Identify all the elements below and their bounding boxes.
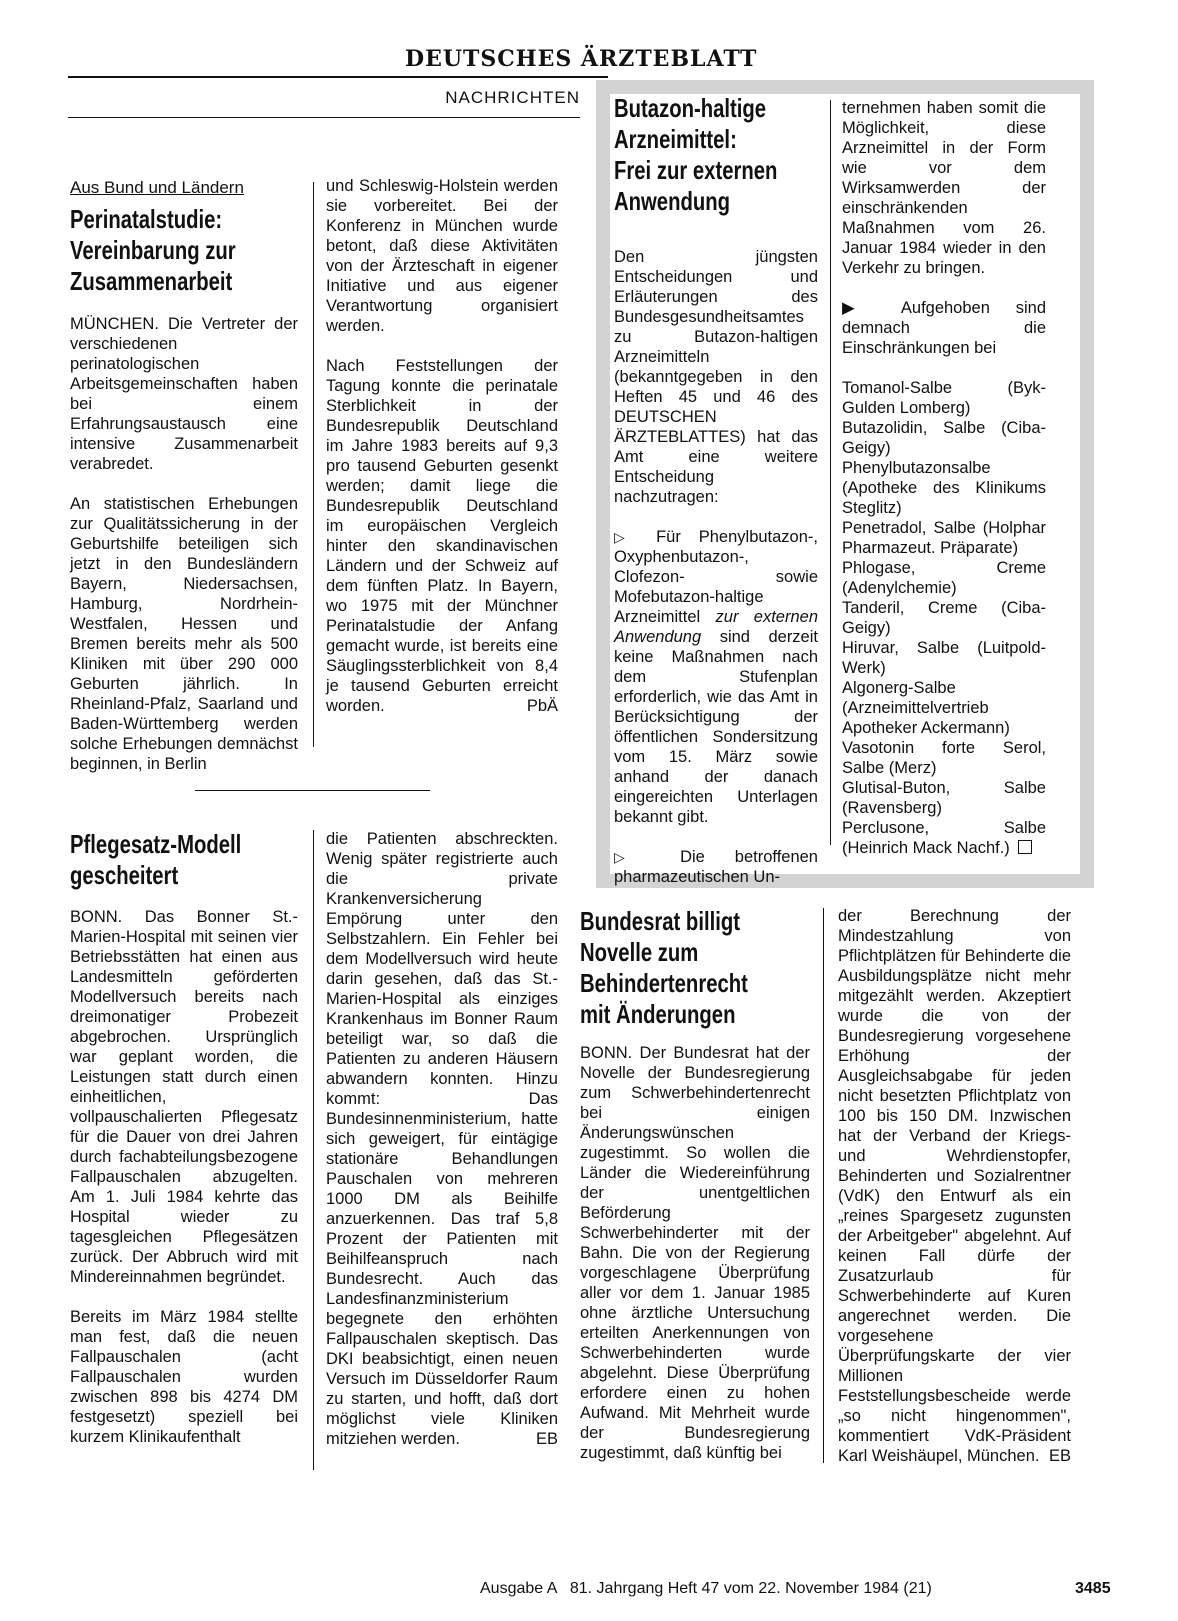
article1-headline-line: Vereinbarung zur xyxy=(70,235,236,265)
article2-headline-line: Pflegesatz-Modell xyxy=(70,829,242,859)
triangle-bullet-icon: ▷ xyxy=(614,529,639,545)
article3-headline-line: Behindertenrecht xyxy=(580,968,748,998)
paragraph-text: Nach Feststellungen der Tagung konnte die perinatale Sterblichkeit in der Bundesrepublik Deutschland im Jahre 1983 bereits auf 9,3 pro tausend Geburten gesenkt werden; damit liege die Bundesrepublik Deutschland im europäischen Vergleich hinter den skandinavischen Ländern und der Schweiz auf dem fünften Platz. In Bayern, wo 1975 mit der Münchner Perinatalstudie der Anfang gemacht wurde, ist bereits eine Säuglingssterblichkeit von 8,4 je tausend Geburten erreicht worden. xyxy=(326,357,558,715)
article3-column-2 xyxy=(838,906,1071,1466)
list-item: Vasotonin forte Serol, Salbe (Merz) xyxy=(842,739,1046,777)
paragraph-text: der Berechnung der Mindestzahlung von Pflichtplätzen für Behinderte die Ausbildungsplätze nicht mehr mitgezählt werden. Akzeptiert wurde die von der Bundesregierung vorgesehene Erhöhung der Ausgleichsabgabe für jeden nicht besetzten Pflichtplatz von 100 bis 150 DM. Inzwischen hat der Verband der Kriegs- und Wehrdienstopfer, Behinderten und Sozialrentner (VdK) den Entwurf als ein „reines Spargesetz zugunsten der Arbeitgeber" abgelehnt. Auf keinen Fall dürfe der Zusatzurlaub für Schwerbehinderte auf Kuren angerechnet werden. Die vorgesehene Überprüfungskarte der vier Millionen Feststellungsbescheide werde „so nicht hingenommen", kommentiert VdK-Präsident Karl Weishäupel, München. xyxy=(838,907,1071,1465)
section-label: NACHRICHTEN xyxy=(445,88,580,107)
section-rule xyxy=(68,117,580,118)
paragraph-text: Aufgehoben sind demnach die Einschränkungen bei xyxy=(842,299,1046,357)
paragraph-text: sind derzeit keine Maßnahmen nach dem Stufenplan erforderlich, wie das Amt in Berücksichtigung der öffentlichen Sondersitzung vom 15. März sowie anhand der danach eingereichten Unterlagen bekannt gibt. xyxy=(614,628,818,826)
article3-column-1 xyxy=(580,1043,810,1463)
paragraph-text: Die betroffenen pharmazeutischen Un- xyxy=(614,848,818,886)
list-item: Butazolidin, Salbe (Ciba-Geigy) xyxy=(842,419,1046,457)
author-signoff: PbÄ xyxy=(526,697,558,715)
article2-headline xyxy=(70,829,241,891)
list-item: Phenylbutazonsalbe (Apotheke des Klinikums Steglitz) xyxy=(842,459,1046,517)
author-signoff: EB xyxy=(1048,1447,1071,1465)
box-headline-line: Butazon-haltige xyxy=(614,93,767,123)
paragraph: MÜNCHEN. Die Vertreter der verschiedenen perinatologischen Arbeitsgemeinschaften haben bei einem Erfahrungsaustausch eine intensive Zusammenarbeit verabredet. xyxy=(70,315,298,473)
box-headline xyxy=(614,93,777,217)
article1-headline xyxy=(70,204,236,297)
list-item: Penetradol, Salbe (Holphar Pharmazeut. Präparate) xyxy=(842,519,1046,557)
list-item: Phlogase, Creme (Adenylchemie) xyxy=(842,559,1046,597)
box-column-1 xyxy=(614,247,818,887)
list-item: Tomanol-Salbe (Byk-Gulden Lomberg) xyxy=(842,379,1046,417)
column-rule xyxy=(313,830,314,1470)
box-column-2 xyxy=(842,98,1046,858)
paragraph: ternehmen haben somit die Möglichkeit, diese Arzneimittel in der Form wie vor dem Wirksamwerden der einschränkenden Maßnahmen vom 26. Januar 1984 wieder in den Verkehr zu bringen. xyxy=(842,99,1046,277)
product-list xyxy=(842,378,1046,858)
paragraph xyxy=(842,298,1046,358)
article2-column-1 xyxy=(70,907,298,1447)
issue-line: Ausgabe A 81. Jahrgang Heft 47 vom 22. November 1984 (21) xyxy=(480,1580,932,1597)
paragraph: An statistischen Erhebungen zur Qualitätssicherung in der Geburtshilfe beteiligen sich jetzt in den Bundesländern Bayern, Niedersachsen, Hamburg, Nordrhein-Westfalen, Hessen und Bremen bereits mehr als 500 Kliniken mit über 290 000 Geburten jährlich. In Rheinland-Pfalz, Saarland und Baden-Württemberg werden solche Erhebungen demnächst beginnen, in Berlin xyxy=(70,495,298,773)
article3-headline-line: mit Änderungen xyxy=(580,999,736,1029)
triangle-bullet-icon: ▷ xyxy=(614,849,651,865)
masthead: DEUTSCHES ÄRZTEBLATT xyxy=(405,46,758,72)
list-item: Tanderil, Creme (Ciba-Geigy) xyxy=(842,599,1046,637)
paragraph: Den jüngsten Entscheidungen und Erläuterungen des Bundesgesundheitsamtes zu Butazon-haltigen Arzneimitteln (bekanntgegeben in den Heften 45 und 46 des DEUTSCHEN ÄRZTEBLATTES) hat das Amt eine weitere Entscheidung nachzutragen: xyxy=(614,248,818,506)
paragraph: Bereits im März 1984 stellte man fest, daß die neuen Fallpauschalen (acht Fallpauschalen wurden zwischen 898 bis 4274 DM festgesetzt) speziell bei kurzem Klinikaufenthalt xyxy=(70,1308,298,1446)
list-item xyxy=(842,818,1046,858)
paragraph: BONN. Der Bundesrat hat der Novelle der Bundesregierung zum Schwerbehindertenrecht bei einigen Änderungswünschen zugestimmt. So wollen die Länder die Wiedereinführung der unentgeltlichen Beförderung Schwerbehinderter mit der Bahn. Die von der Regierung vorgeschlagene Überprüfung aller vor dem 1. Januar 1985 ohne ärztliche Untersuchung erteilten Anerkennungen von Schwerbehinderten wurde abgelehnt. Diese Überprüfung erfordere einen zu hohen Aufwand. Mit Mehrheit wurde der Bundesregierung zugestimmt, daß künftig bei xyxy=(580,1044,810,1462)
paragraph: BONN. Das Bonner St.-Marien-Hospital mit seinen vier Betriebsstätten hat einen aus Landesmitteln geförderten Modellversuch bereits nach dreimonatiger Probezeit abgebrochen. Ursprünglich war geplant worden, die Leistungen statt durch einen einheitlichen, vollpauschalierten Pflegesatz für die Dauer von drei Jahren durch fachabteilungsbezogene Fallpauschalen abzugelten. Am 1. Juli 1984 kehrte das Hospital wieder zu tagesgleichen Pflegesätzen zurück. Der Abbruch wird mit Mindereinnahmen begründet. xyxy=(70,908,298,1286)
article3-headline-line: Bundesrat billigt xyxy=(580,906,740,936)
paragraph xyxy=(838,906,1071,1466)
paragraph-text: Für Phenylbutazon-, Oxyphenbutazon-, Clofezon- sowie Mofebutazon-haltige Arzneimittel xyxy=(614,528,818,626)
box-headline-line: Frei zur externen xyxy=(614,155,778,185)
list-item: Algonerg-Salbe (Arzneimittelvertrieb Apotheker Ackermann) xyxy=(842,679,1010,737)
column-rule xyxy=(823,908,824,1463)
list-item-text: Perclusone, Salbe (Heinrich Mack Nachf.) xyxy=(842,819,1046,857)
author-signoff: EB xyxy=(535,1430,558,1448)
article1-headline-line: Zusammenarbeit xyxy=(70,266,233,296)
article2-column-2 xyxy=(326,829,558,1449)
column-rule xyxy=(313,182,314,747)
end-mark-icon xyxy=(1018,840,1032,854)
article2-headline-line: gescheitert xyxy=(70,860,179,890)
article3-headline xyxy=(580,906,748,1030)
article1-column-1 xyxy=(70,314,298,774)
play-bullet-icon: ▶ xyxy=(842,299,876,317)
article1-column-2 xyxy=(326,176,558,716)
article1-headline-line: Perinatalstudie: xyxy=(70,204,223,234)
masthead-rule xyxy=(68,76,608,78)
paragraph xyxy=(326,356,558,716)
paragraph-text: die Patienten abschreckten. Wenig später registrierte auch die private Krankenversicherung Empörung unter den Selbstzahlern. Ein Fehler bei dem Modellversuch wird heute darin gesehen, daß das St.-Marien-Hospital als einziges Krankenhaus im Bonner Raum beteiligt war, so daß die Patienten zu anderen Häusern abwandern konnten. Hinzu kommt: Das Bundesinnenministerium, hatte sich geweigert, für eintägige stationäre Behandlungen Pauschalen von mehreren 1000 DM als Beihilfe anzuerkennen. Das traf 5,8 Prozent der Patienten mit Beihilfeanspruch nach Bundesrecht. Auch das Landesfinanzministerium begegnete den erhöhten Fallpauschalen skeptisch. Das DKI beabsichtigt, einen neuen Versuch im Düsseldorfer Raum zu starten, und hofft, daß dort möglichst viele Kliniken mitziehen werden. xyxy=(326,830,558,1448)
box-headline-line: Anwendung xyxy=(614,186,731,216)
article-separator xyxy=(195,790,430,791)
list-item: Glutisal-Buton, Salbe (Ravensberg) xyxy=(842,779,1046,817)
paragraph xyxy=(614,847,818,887)
paragraph xyxy=(614,527,818,827)
emphasis-text: zur externen Anwendung xyxy=(614,608,818,646)
paragraph xyxy=(326,829,558,1449)
article3-headline-line: Novelle zum xyxy=(580,937,699,967)
page-number: 3485 xyxy=(1075,1580,1111,1597)
article1-kicker: Aus Bund und Ländern xyxy=(70,178,244,197)
list-item: Hiruvar, Salbe (Luitpold-Werk) xyxy=(842,639,1046,677)
paragraph: und Schleswig-Holstein werden sie vorbereitet. Bei der Konferenz in München wurde betont, daß diese Aktivitäten von der Ärzteschaft in eigener Initiative und aus eigener Verantwortung organisiert werden. xyxy=(326,177,558,335)
column-rule xyxy=(830,100,831,845)
box-headline-line: Arzneimittel: xyxy=(614,124,737,154)
